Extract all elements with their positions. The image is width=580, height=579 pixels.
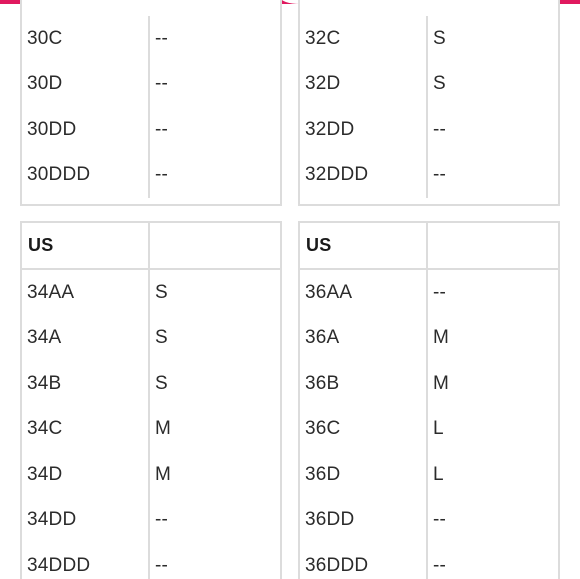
table-row [22, 543, 280, 579]
band-size-cell: 36B [300, 361, 428, 407]
fit-size-cell: M [433, 372, 450, 394]
fit-size-cell: -- [433, 281, 447, 303]
table-row [300, 270, 558, 316]
band-size-cell: 32DDD [300, 153, 428, 199]
fit-size-cell: L [433, 463, 444, 485]
fit-size-cell: -- [155, 118, 169, 140]
band-size-cell: 32D [300, 62, 428, 108]
band-size-cell: 34DDD [22, 543, 150, 579]
size-table-34 [20, 221, 282, 579]
fit-size-cell: M [433, 327, 450, 349]
band-size-cell: 36DD [300, 498, 428, 544]
table-row [22, 107, 280, 153]
band-size-cell: 32C [300, 16, 428, 62]
fit-size-cell: M [155, 463, 172, 485]
column-header-fit [150, 223, 280, 268]
table-row [300, 153, 558, 199]
table-row [300, 543, 558, 579]
size-table-30 [20, 0, 282, 206]
band-size-cell: 30DDD [22, 153, 150, 199]
table-row [300, 452, 558, 498]
table-row [300, 407, 558, 453]
fit-size-cell: L [433, 418, 444, 440]
fit-size-cell: S [155, 327, 168, 349]
table-header-row [300, 223, 558, 270]
fit-size-cell: -- [155, 164, 169, 186]
table-row [22, 270, 280, 316]
table-row [22, 452, 280, 498]
fit-size-cell: -- [155, 27, 169, 49]
band-size-cell: 30DD [22, 107, 150, 153]
table-row [22, 407, 280, 453]
fit-size-cell: -- [433, 164, 447, 186]
band-size-cell: 34A [22, 316, 150, 362]
fit-size-cell: S [433, 73, 446, 95]
fit-size-cell: -- [155, 554, 169, 576]
table-row [22, 16, 280, 62]
table-row [300, 498, 558, 544]
band-size-cell: 36DDD [300, 543, 428, 579]
fit-size-cell: S [433, 27, 446, 49]
band-size-cell: 34AA [22, 270, 150, 316]
table-row [22, 153, 280, 199]
fit-size-cell: -- [433, 118, 447, 140]
band-size-cell: 30C [22, 16, 150, 62]
band-size-cell: 36C [300, 407, 428, 453]
band-size-cell: 34DD [22, 498, 150, 544]
table-row [300, 316, 558, 362]
size-table-32 [298, 0, 560, 206]
table-row [300, 107, 558, 153]
table-row [22, 62, 280, 108]
band-size-cell: 36D [300, 452, 428, 498]
column-header-region: US [22, 223, 150, 268]
band-size-cell: 34B [22, 361, 150, 407]
table-row [22, 316, 280, 362]
band-size-cell: 36AA [300, 270, 428, 316]
band-size-cell: 30D [22, 62, 150, 108]
fit-size-cell: -- [155, 509, 169, 531]
fit-size-cell: -- [155, 73, 169, 95]
table-row [300, 361, 558, 407]
table-row [300, 62, 558, 108]
table-row [22, 361, 280, 407]
size-table-36 [298, 221, 560, 579]
band-size-cell: 32DD [300, 107, 428, 153]
fit-size-cell: -- [433, 509, 447, 531]
column-header-region: US [300, 223, 428, 268]
band-size-cell: 34D [22, 452, 150, 498]
band-size-cell: 36A [300, 316, 428, 362]
column-header-fit [428, 223, 558, 268]
fit-size-cell: S [155, 281, 168, 303]
fit-size-cell: S [155, 372, 168, 394]
fit-size-cell: M [155, 418, 172, 440]
table-header-row [22, 223, 280, 270]
fit-size-cell: -- [433, 554, 447, 576]
table-row [300, 16, 558, 62]
band-size-cell: 34C [22, 407, 150, 453]
table-row [22, 498, 280, 544]
